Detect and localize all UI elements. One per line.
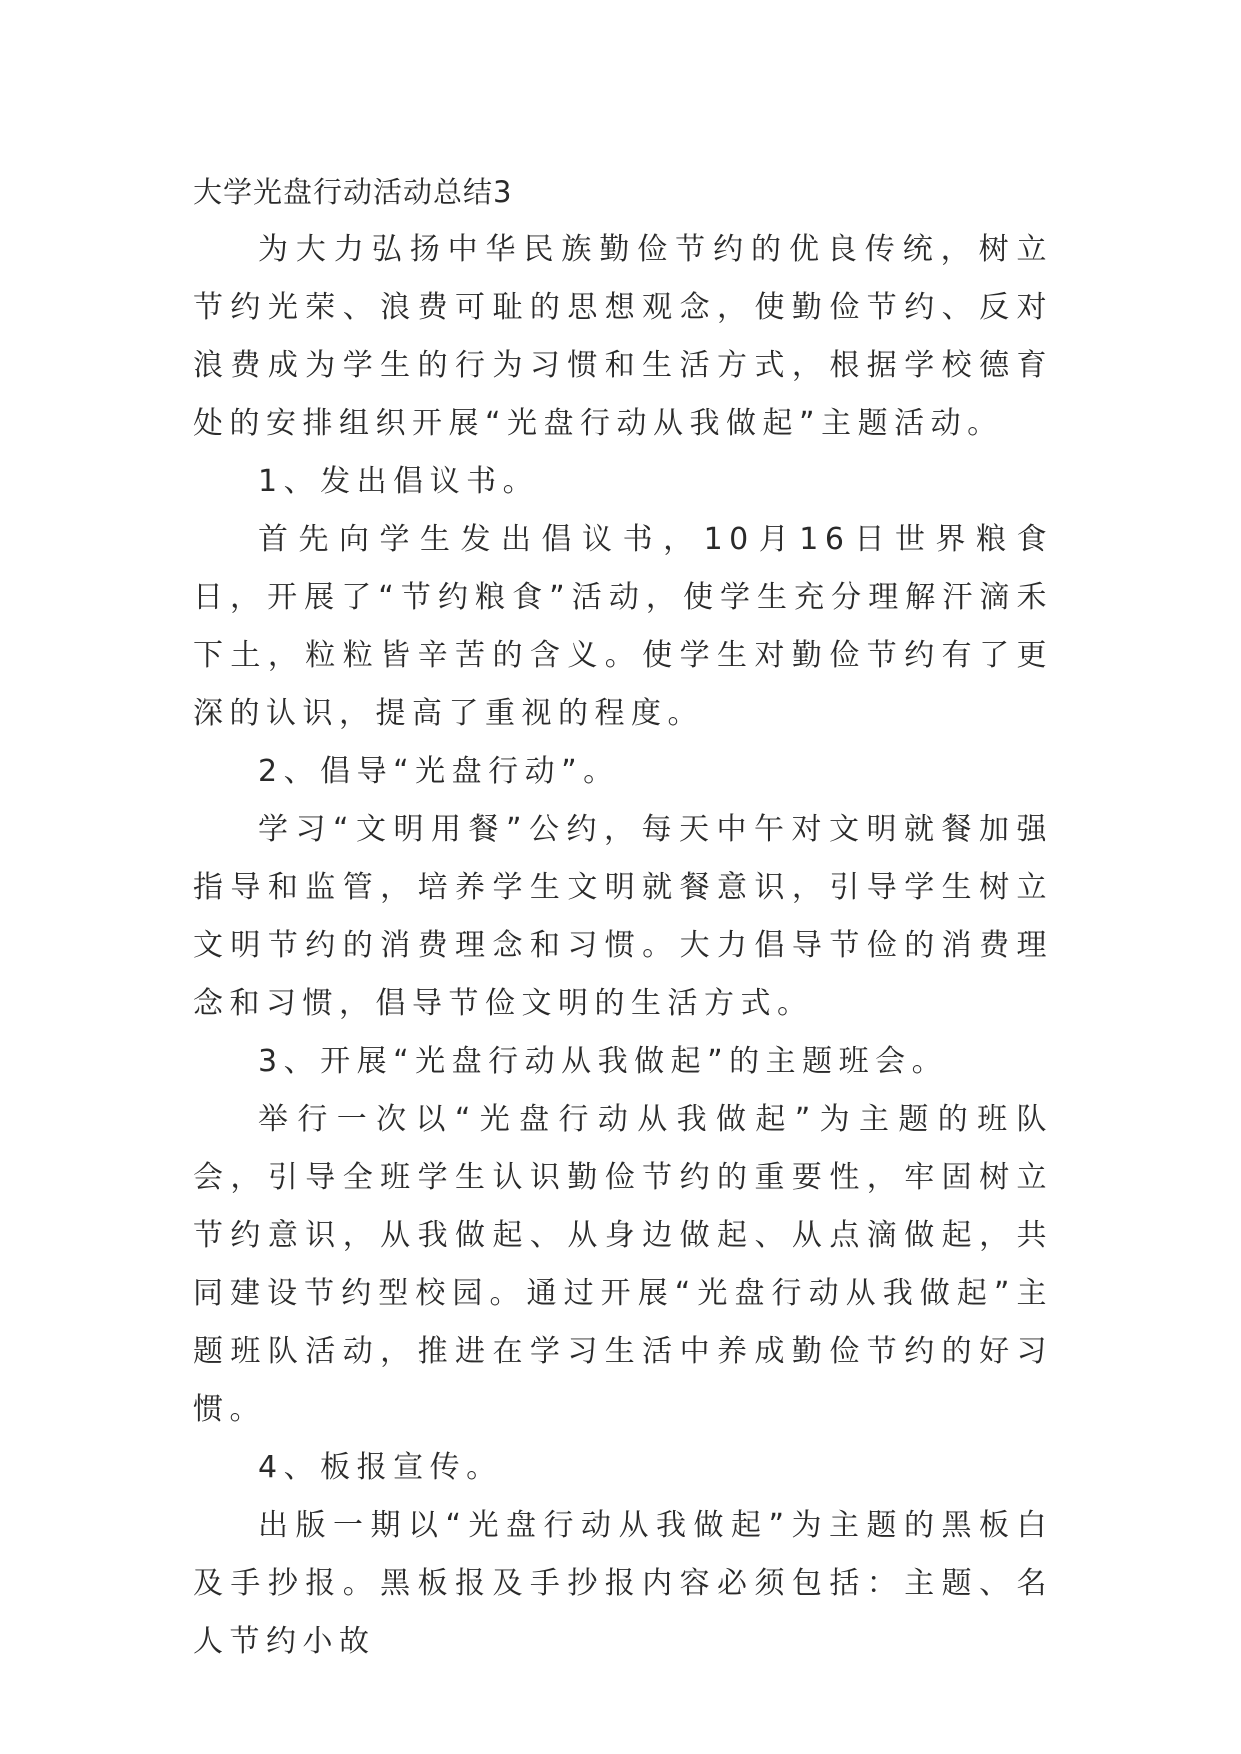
heading-item-2: 2、倡导“光盘行动”。 [258, 754, 620, 789]
paragraph-intro: 为大力弘扬中华民族勤俭节约的优良传统，树立节约光荣、浪费可耻的思想观念，使勤俭节约、反对浪费成为学生的行为习惯和生活方式，根据学校德育处的安排组织开展“光盘行动从我做起”主题活动。 [193, 232, 1053, 441]
paragraph-item-4: 出版一期以“光盘行动从我做起”为主题的黑板白及手抄报。黑板报及手抄报内容必须包括：主题、名人节约小故 [193, 1508, 1053, 1659]
heading-item-1: 1、发出倡议书。 [258, 464, 540, 499]
heading-item-3: 3、开展“光盘行动从我做起”的主题班会。 [258, 1044, 949, 1079]
paragraph-item-1: 首先向学生发出倡议书，10月16日世界粮食日，开展了“节约粮食”活动，使学生充分理解汗滴禾下土，粒粒皆辛苦的含义。使学生对勤俭节约有了更深的认识，提高了重视的程度。 [193, 522, 1053, 731]
document-title: 大学光盘行动活动总结3 [193, 175, 513, 209]
document-body [193, 163, 1053, 1671]
paragraph-item-3: 举行一次以“光盘行动从我做起”为主题的班队会，引导全班学生认识勤俭节约的重要性，牢固树立节约意识，从我做起、从身边做起、从点滴做起，共同建设节约型校园。通过开展“光盘行动从我做起”主题班队活动，推进在学习生活中养成勤俭节约的好习惯。 [193, 1102, 1053, 1427]
paragraph-item-2: 学习“文明用餐”公约，每天中午对文明就餐加强指导和监管，培养学生文明就餐意识，引导学生树立文明节约的消费理念和习惯。大力倡导节俭的消费理念和习惯，倡导节俭文明的生活方式。 [193, 812, 1053, 1021]
heading-item-4: 4、板报宣传。 [258, 1450, 503, 1485]
